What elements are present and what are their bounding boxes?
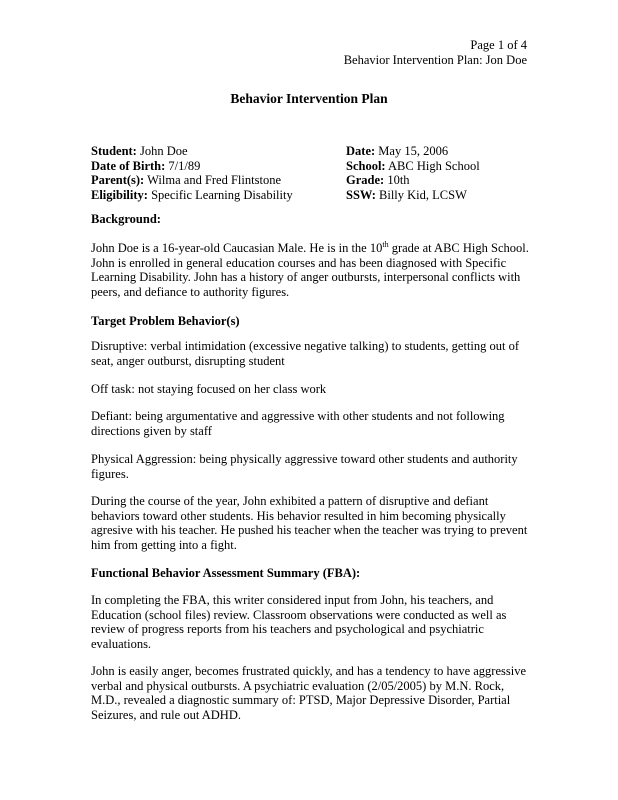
grade: 10th <box>384 173 410 188</box>
fba-paragraph-1: In completing the FBA, this writer considered input from John, his teachers, and Education (school files) review. Classroom observations were conducted as well as review of progress reports from his teachers and psychological and psychiatric evaluations. <box>91 593 507 651</box>
target-off-task: Off task: not staying focused on her class work <box>91 382 327 396</box>
date-of-birth: 7/1/89 <box>165 158 201 173</box>
target-disruptive: Disruptive: verbal intimidation (excessive negative talking) to students, getting out of seat, anger outburst, disrupting student <box>91 339 520 368</box>
parents: Wilma and Fred Flintstone <box>144 173 281 188</box>
student-info-left <box>91 144 293 202</box>
fba-heading: Functional Behavior Assessment Summary (FBA): <box>91 566 361 580</box>
background-paragraph: John Doe is a 16-year-old Caucasian Male. He is in the 10th grade at ABC High School. John is enrolled in general education courses and has been diagnosed with Specific Learning Disability. John has a history of anger outbursts, interpersonal conflicts with peers, and defiance to authority figures. <box>91 239 529 299</box>
ssw-row: SSW: Billy Kid, LCSW <box>346 187 467 202</box>
target-defiant: Defiant: being argumentative and aggressive with other students and not following directions given by staff <box>91 409 505 438</box>
document-title: Behavior Intervention Plan <box>230 91 388 106</box>
fba-paragraph-2: John is easily anger, becomes frustrated quickly, and has a tendency to have aggressive verbal and physical outbursts. A psychiatric evaluation (2/05/2005) by M.N. Rock, M.D., revealed a diagnostic summary of: PTSD, Major Depressive Disorder, Partial Seizures, and rule out ADHD. <box>91 664 527 722</box>
student-row: Student: John Doe <box>91 144 188 158</box>
grade-row: Grade: 10th <box>346 173 410 188</box>
parents-row: Parent(s): Wilma and Fred Flintstone <box>91 173 281 188</box>
background-heading: Background: <box>91 212 161 226</box>
target-behavior-heading: Target Problem Behavior(s) <box>91 314 240 328</box>
school: ABC High School <box>385 158 480 173</box>
page-number: Page 1 of 4 <box>470 38 527 52</box>
page-header-subtitle: Behavior Intervention Plan: Jon Doe <box>343 53 527 67</box>
target-physical-aggression: Physical Aggression: being physically aggressive toward other students and authority figures. <box>91 452 518 481</box>
school-row: School: ABC High School <box>346 158 480 173</box>
eligibility-row: Eligibility: Specific Learning Disability <box>91 187 293 202</box>
plan-date: May 15, 2006 <box>375 144 449 158</box>
target-summary: During the course of the year, John exhibited a pattern of disruptive and defiant behaviors toward other students. His behavior resulted in him becoming physically agresive with his teacher. He pushed his teacher when the teacher was trying to prevent him from getting into a fight. <box>91 494 528 552</box>
ssw: Billy Kid, LCSW <box>375 187 467 202</box>
date-row: Date: May 15, 2006 <box>346 144 449 158</box>
student-info-right <box>346 144 480 202</box>
dob-row: Date of Birth: 7/1/89 <box>91 158 201 173</box>
eligibility: Specific Learning Disability <box>147 187 293 202</box>
student-name: John Doe <box>136 144 188 158</box>
